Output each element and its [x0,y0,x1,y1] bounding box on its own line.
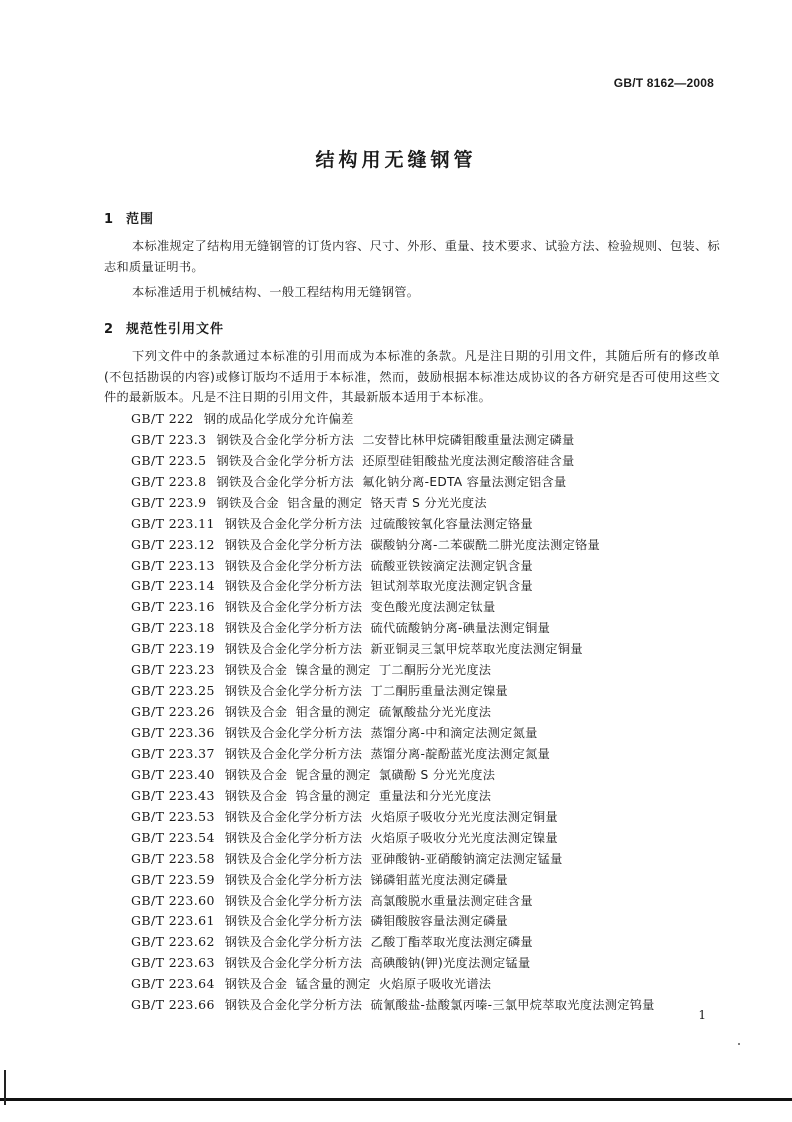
reference-title: 钢铁及合金化学分析方法 乙酸丁酯萃取光度法测定磷量 [224,935,533,950]
reference-item [131,722,731,743]
reference-item [131,931,731,952]
reference-item [131,408,731,429]
reference-code: GB/T 223.40 [131,766,215,782]
reference-title: 钢铁及合金 铌含量的测定 氯磺酚 S 分光光度法 [224,767,496,782]
reference-code: GB/T 223.8 [131,473,207,489]
reference-code: GB/T 223.11 [131,515,215,531]
reference-item [131,827,731,848]
reference-title: 钢铁及合金化学分析方法 碳酸钠分离-二苯碳酰二肼光度法测定铬量 [224,537,601,552]
reference-title: 钢铁及合金化学分析方法 变色酸光度法测定钛量 [224,600,496,615]
reference-item [131,638,731,659]
reference-title: 钢铁及合金 铝含量的测定 铬天青 S 分光光度法 [216,495,487,510]
reference-item [131,890,731,911]
reference-title: 钢铁及合金化学分析方法 火焰原子吸收分光光度法测定铜量 [224,809,558,824]
reference-list [131,408,731,1015]
reference-title: 钢铁及合金化学分析方法 锑磷钼蓝光度法测定磷量 [224,872,508,887]
reference-item [131,785,731,806]
reference-title: 钢铁及合金化学分析方法 高氯酸脱水重量法测定硅含量 [224,893,533,908]
scope-paragraph-2: 本标准适用于机械结构、一般工程结构用无缝钢管。 [132,285,420,299]
reference-item [131,429,731,450]
section-heading-normative-references [104,318,224,337]
reference-code: GB/T 222 [131,410,194,426]
reference-code: GB/T 223.58 [131,850,215,866]
reference-code: GB/T 223.9 [131,494,207,510]
reference-title: 钢铁及合金 钨含量的测定 重量法和分光光度法 [224,788,492,803]
reference-item [131,555,731,576]
reference-code: GB/T 223.36 [131,725,215,741]
reference-title: 钢铁及合金化学分析方法 氟化钠分离-EDTA 容量法测定铝含量 [216,474,567,489]
scope-paragraph-1: 本标准规定了结构用无缝钢管的订货内容、尺寸、外形、重量、技术要求、试验方法、检验规则、包装、标志和质量证明书。 [104,239,720,274]
reference-title: 钢铁及合金化学分析方法 蒸馏分离-靛酚蓝光度法测定氮量 [224,746,551,761]
reference-title: 钢铁及合金 锰含量的测定 火焰原子吸收光谱法 [224,977,492,992]
section-title: 范围 [126,212,155,227]
reference-item [131,534,731,555]
reference-item [131,492,731,513]
reference-code: GB/T 223.3 [131,431,207,447]
reference-item [131,659,731,680]
reference-item [131,743,731,764]
reference-code: GB/T 223.14 [131,578,215,594]
reference-item [131,617,731,638]
reference-title: 钢铁及合金化学分析方法 新亚铜灵三氯甲烷萃取光度法测定铜量 [224,642,583,657]
references-intro-paragraph: 下列文件中的条款通过本标准的引用而成为本标准的条款。凡是注日期的引用文件，其随后所有的修改单(不包括勘误的内容)或修订版均不适用于本标准，然而，鼓励根据本标准达成协议的各方研究是否可使用这些文件的最新版本。凡是不注日期的引用文件，其最新版本适用于本标准。 [104,349,720,404]
section-number: 2 [104,322,115,337]
reference-item [131,973,731,994]
reference-code: GB/T 223.62 [131,934,215,950]
reference-title: 钢铁及合金化学分析方法 丁二酮肟重量法测定镍量 [224,684,508,699]
reference-item [131,513,731,534]
reference-title: 钢铁及合金化学分析方法 磷钼酸胺容量法测定磷量 [224,914,508,929]
reference-code: GB/T 223.61 [131,913,215,929]
reference-title: 钢铁及合金化学分析方法 蒸馏分离-中和滴定法测定氮量 [224,726,538,741]
reference-item [131,911,731,932]
reference-item [131,848,731,869]
reference-title: 钢铁及合金化学分析方法 钽试剂萃取光度法测定钒含量 [224,579,533,594]
page-bottom-rule [0,1098,792,1101]
reference-item [131,994,731,1015]
reference-code: GB/T 223.12 [131,536,215,552]
reference-item [131,680,731,701]
reference-code: GB/T 223.53 [131,808,215,824]
reference-title: 钢铁及合金 镍含量的测定 丁二酮肟分光光度法 [224,663,492,678]
reference-title: 钢铁及合金化学分析方法 硫酸亚铁铵滴定法测定钒含量 [224,558,533,573]
scan-speck [738,1043,740,1045]
binding-mark [4,1070,6,1105]
reference-title: 钢铁及合金化学分析方法 硫氰酸盐-盐酸氯丙嗪-三氯甲烷萃取光度法测定钨量 [224,998,655,1013]
reference-title: 钢铁及合金化学分析方法 还原型硅钼酸盐光度法测定酸溶硅含量 [216,453,575,468]
reference-item [131,596,731,617]
reference-title: 钢铁及合金化学分析方法 亚砷酸钠-亚硝酸钠滴定法测定锰量 [224,851,563,866]
reference-title: 钢铁及合金 钼含量的测定 硫氰酸盐分光光度法 [224,705,492,720]
reference-item [131,952,731,973]
standard-number: GB/T 8162—2008 [613,76,714,90]
reference-code: GB/T 223.19 [131,641,215,657]
reference-code: GB/T 223.54 [131,829,215,845]
reference-code: GB/T 223.64 [131,976,215,992]
reference-title: 钢铁及合金化学分析方法 高碘酸钠(钾)光度法测定锰量 [224,956,531,971]
reference-title: 钢的成品化学成分允许偏差 [203,411,354,426]
reference-code: GB/T 223.66 [131,997,215,1013]
reference-code: GB/T 223.18 [131,620,215,636]
reference-code: GB/T 223.43 [131,787,215,803]
reference-title: 钢铁及合金化学分析方法 火焰原子吸收分光光度法测定镍量 [224,830,558,845]
reference-item [131,764,731,785]
reference-item [131,869,731,890]
section-number: 1 [104,212,115,227]
reference-title: 钢铁及合金化学分析方法 过硫酸铵氧化容量法测定铬量 [224,516,533,531]
document-title: 结构用无缝钢管 [315,149,477,171]
reference-code: GB/T 223.13 [131,557,215,573]
reference-code: GB/T 223.63 [131,955,215,971]
reference-code: GB/T 223.16 [131,599,215,615]
reference-item [131,576,731,597]
reference-code: GB/T 223.5 [131,452,207,468]
section-title: 规范性引用文件 [126,322,225,337]
reference-title: 钢铁及合金化学分析方法 硫代硫酸钠分离-碘量法测定铜量 [224,621,551,636]
section-heading-scope [104,208,154,227]
reference-item [131,471,731,492]
reference-item [131,806,731,827]
reference-code: GB/T 223.60 [131,892,215,908]
reference-item [131,450,731,471]
reference-code: GB/T 223.23 [131,662,215,678]
reference-code: GB/T 223.26 [131,704,215,720]
page-number: 1 [698,1008,706,1022]
reference-item [131,701,731,722]
reference-code: GB/T 223.25 [131,683,215,699]
reference-code: GB/T 223.37 [131,745,215,761]
reference-title: 钢铁及合金化学分析方法 二安替比林甲烷磷钼酸重量法测定磷量 [216,432,575,447]
reference-code: GB/T 223.59 [131,871,215,887]
